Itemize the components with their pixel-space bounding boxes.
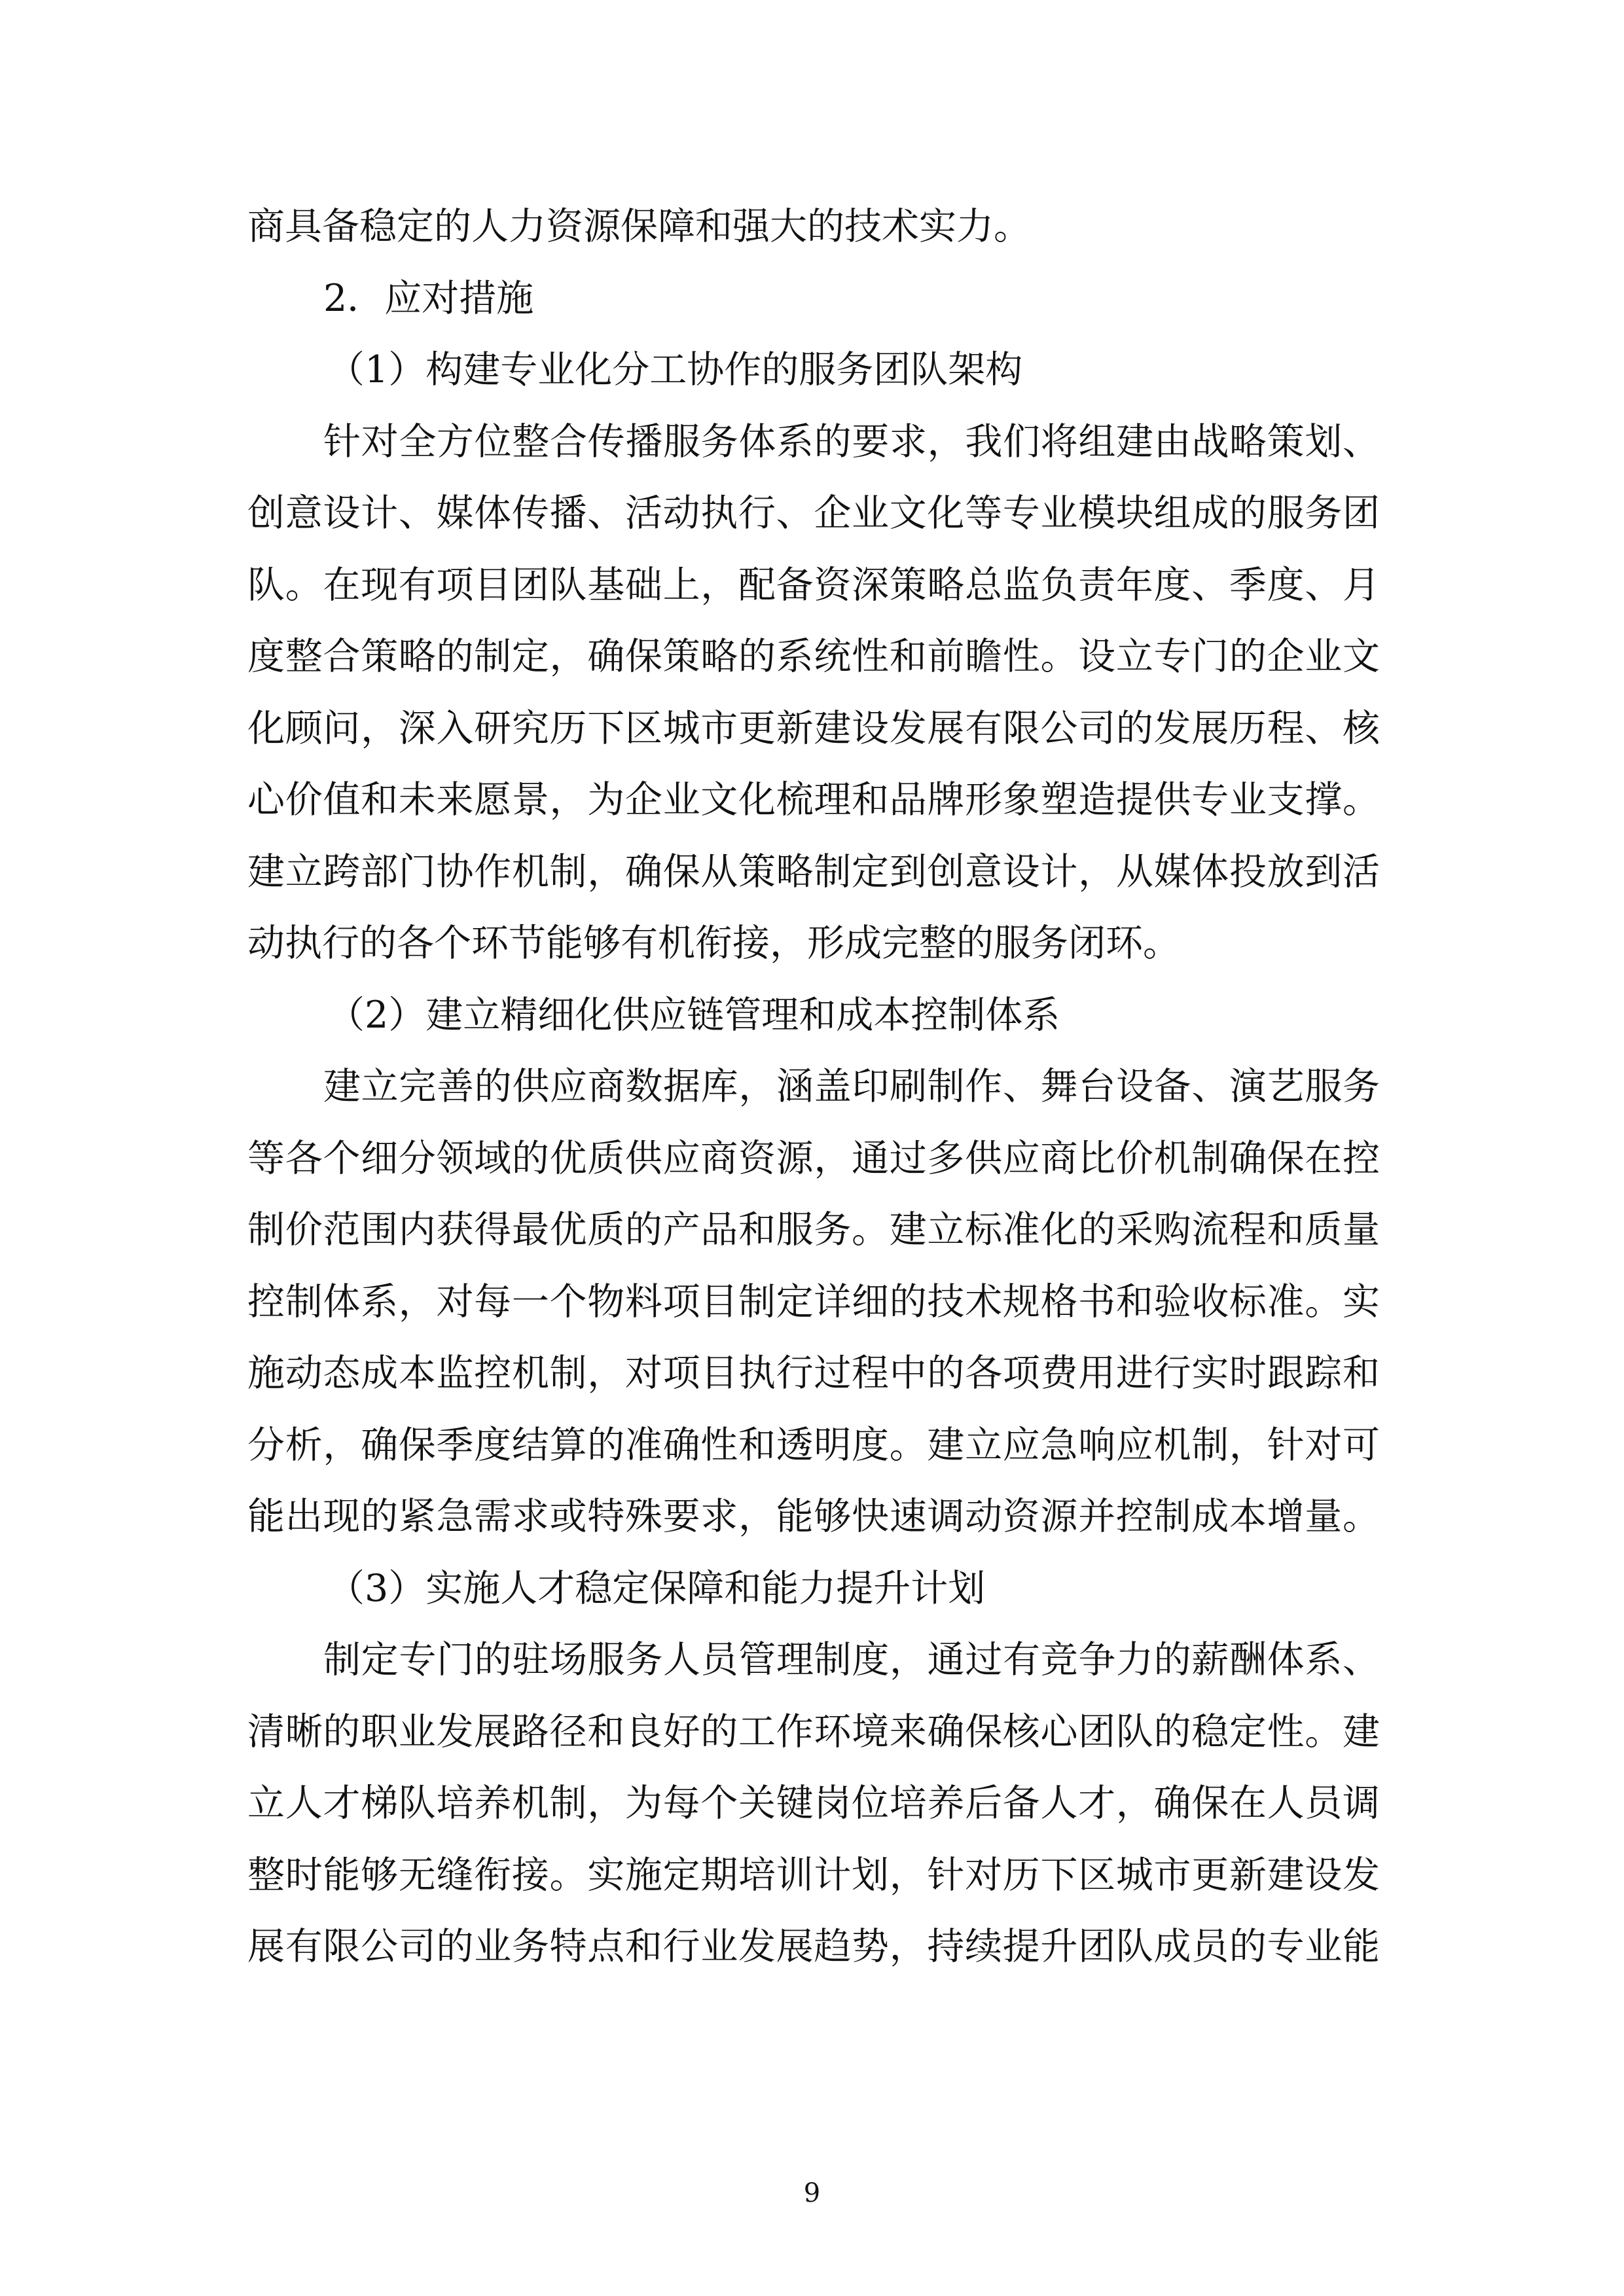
paragraph-line: 等各个细分领域的优质供应商资源，通过多供应商比价机制确保在控: [247, 1137, 1380, 1180]
paragraph-line: 创意设计、媒体传播、活动执行、企业文化等专业模块组成的服务团: [247, 492, 1380, 535]
paragraph-line: 施动态成本监控机制，对项目执行过程中的各项费用进行实时跟踪和: [247, 1352, 1380, 1395]
paragraph-line: 制价范围内获得最优质的产品和服务。建立标准化的采购流程和质量: [247, 1208, 1380, 1251]
paragraph-line: 建立跨部门协作机制，确保从策略制定到创意设计，从媒体投放到活: [247, 850, 1380, 893]
paragraph-line: 分析，确保季度结算的准确性和透明度。建立应急响应机制，针对可: [247, 1424, 1380, 1467]
page-number: 9: [803, 2178, 821, 2208]
text-line: 商具备稳定的人力资源保障和强大的技术实力。: [247, 205, 1031, 248]
paragraph-line: 针对全方位整合传播服务体系的要求，我们将组建由战略策划、: [323, 420, 1380, 463]
paragraph-line: 制定专门的驻场服务人员管理制度，通过有竞争力的薪酬体系、: [323, 1638, 1380, 1681]
paragraph-line: 动执行的各个环节能够有机衔接，形成完整的服务闭环。: [247, 922, 1180, 965]
subsection-heading: （3）实施人才稳定保障和能力提升计划: [327, 1567, 986, 1610]
paragraph-line: 化顾问，深入研究历下区城市更新建设发展有限公司的发展历程、核: [247, 707, 1380, 750]
paragraph-line: 度整合策略的制定，确保策略的系统性和前瞻性。设立专门的企业文: [247, 635, 1380, 678]
subsection-heading: （1）构建专业化分工协作的服务团队架构: [327, 348, 1023, 391]
paragraph-line: 展有限公司的业务特点和行业发展趋势，持续提升团队成员的专业能: [247, 1925, 1380, 1968]
paragraph-line: 整时能够无缝衔接。实施定期培训计划，针对历下区城市更新建设发: [247, 1854, 1380, 1897]
paragraph-line: 心价值和未来愿景，为企业文化梳理和品牌形象塑造提供专业支撑。: [247, 778, 1380, 821]
paragraph-line: 能出现的紧急需求或特殊要求，能够快速调动资源并控制成本增量。: [247, 1495, 1380, 1538]
paragraph-line: 建立完善的供应商数据库，涵盖印刷制作、舞台设备、演艺服务: [323, 1065, 1380, 1108]
paragraph-line: 立人才梯队培养机制，为每个关键岗位培养后备人才，确保在人员调: [247, 1782, 1380, 1825]
paragraph-line: 控制体系，对每一个物料项目制定详细的技术规格书和验收标准。实: [247, 1280, 1380, 1323]
section-heading: 2．应对措施: [323, 277, 534, 320]
paragraph-line: 清晰的职业发展路径和良好的工作环境来确保核心团队的稳定性。建: [247, 1710, 1380, 1753]
paragraph-line: 队。在现有项目团队基础上，配备资深策略总监负责年度、季度、月: [247, 564, 1380, 607]
subsection-heading: （2）建立精细化供应链管理和成本控制体系: [327, 994, 1060, 1037]
